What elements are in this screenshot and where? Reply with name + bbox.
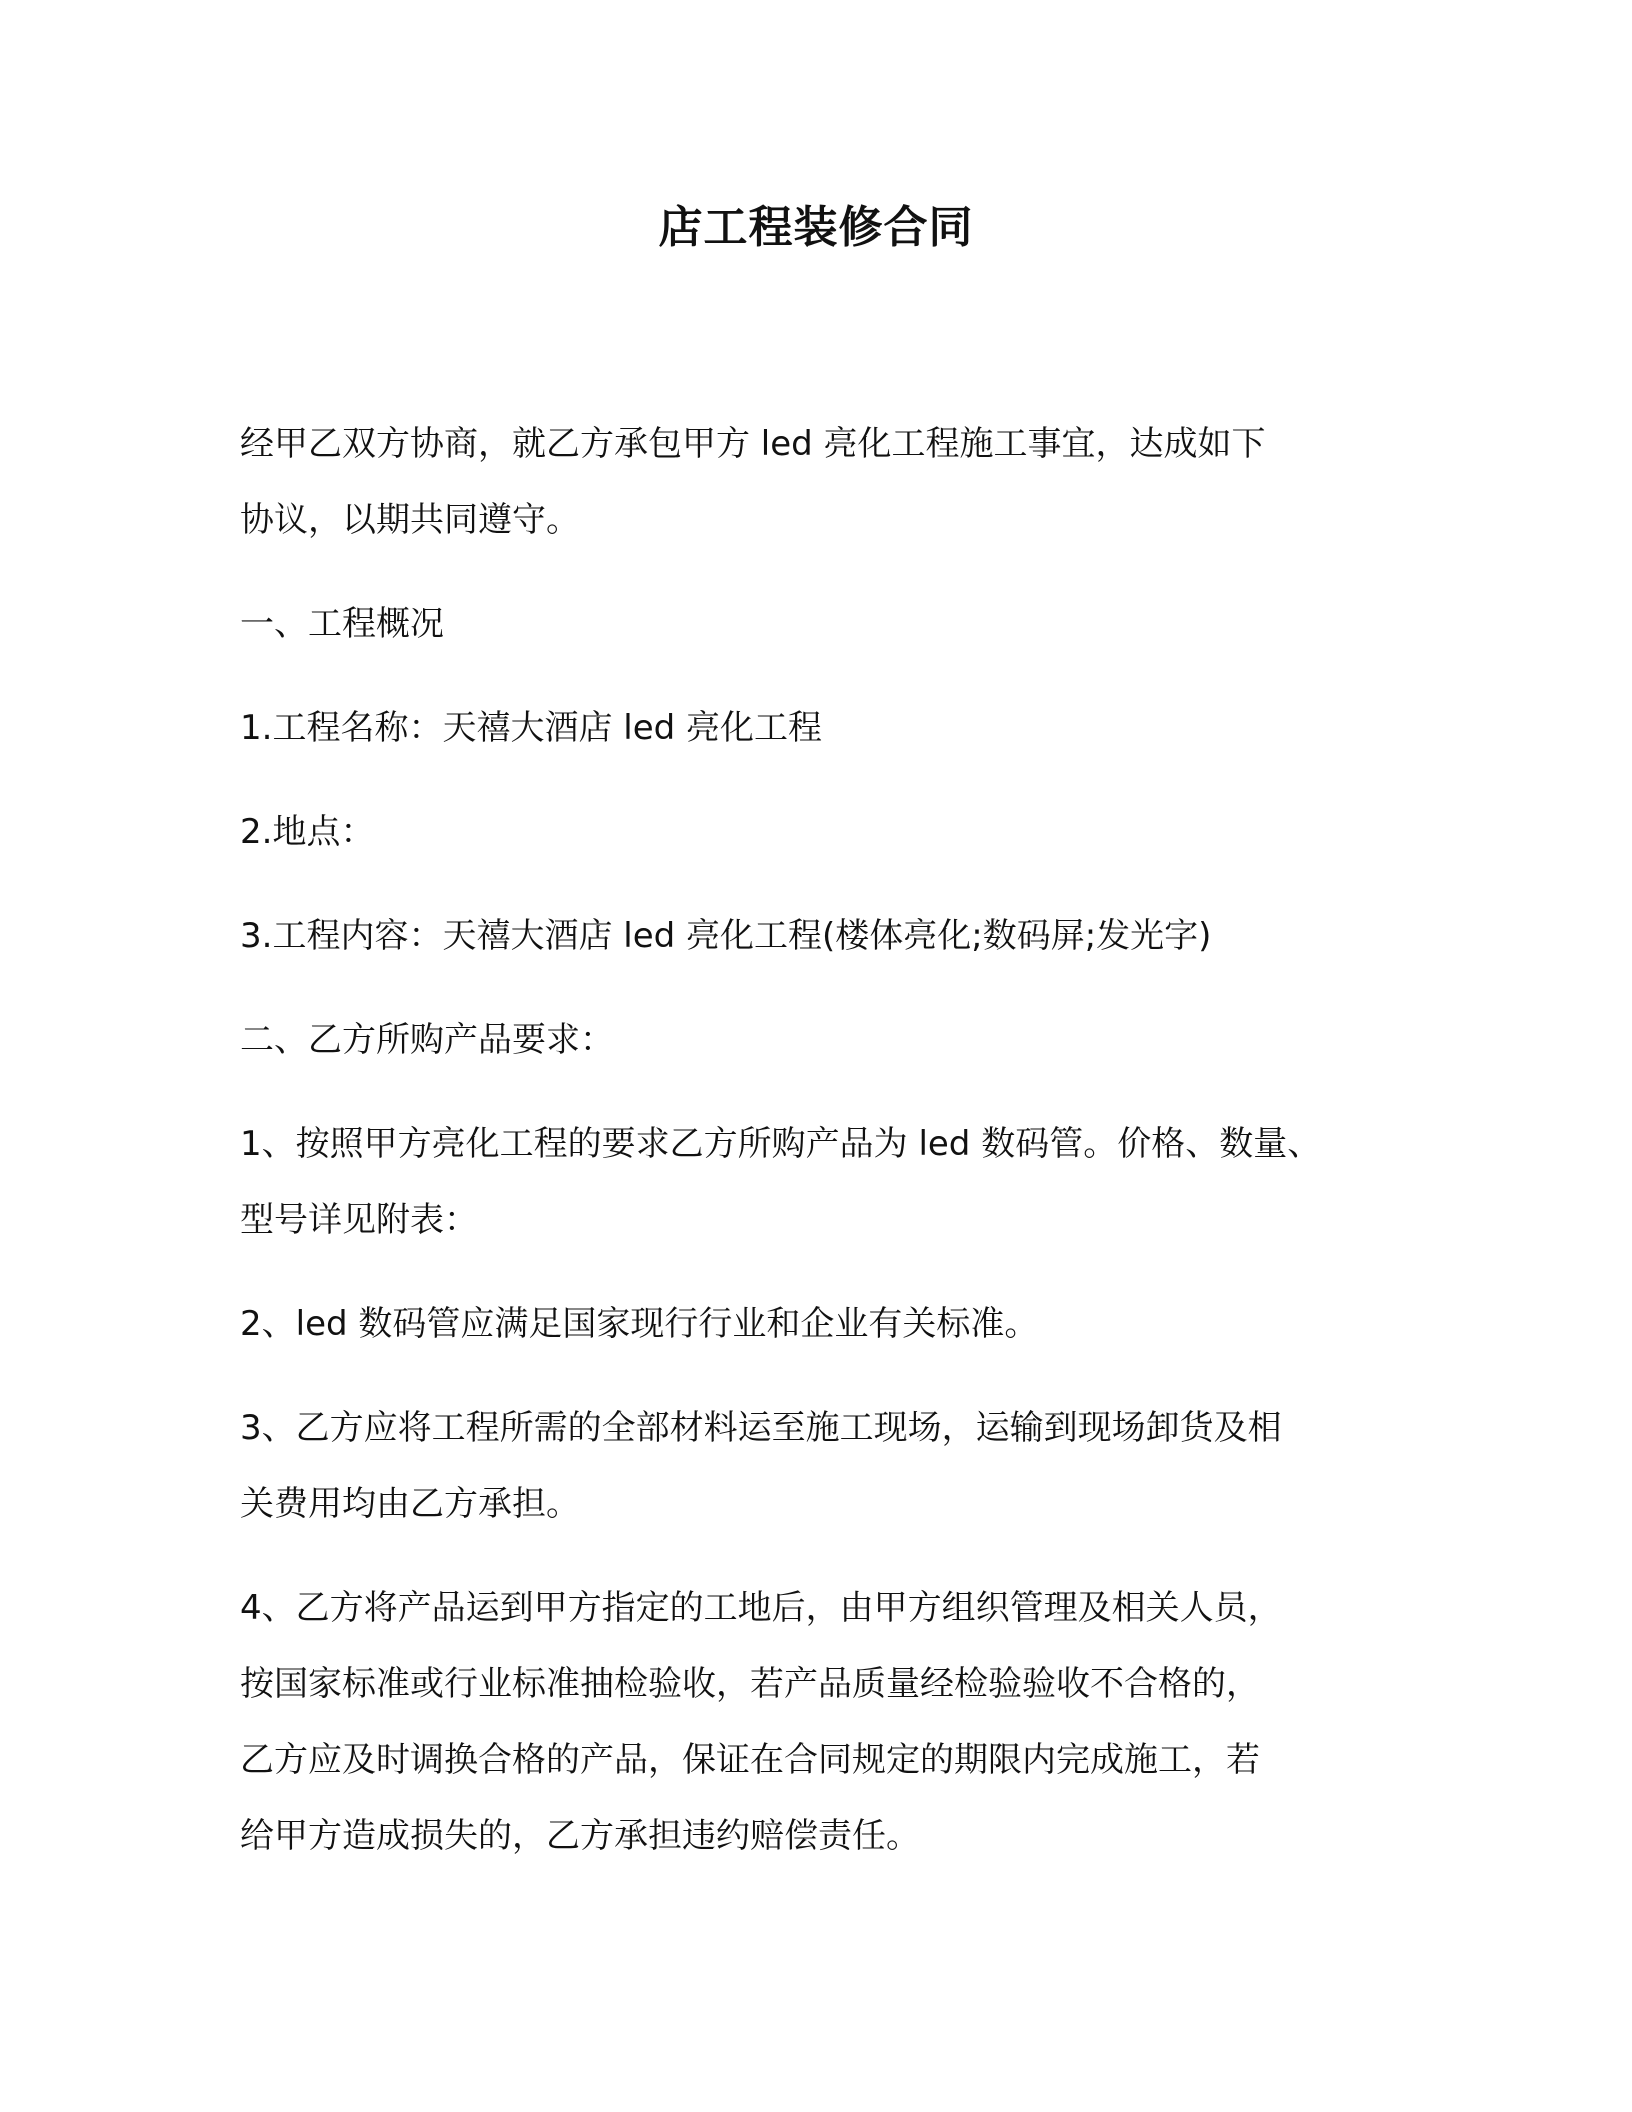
clause-3-line-1: 3、乙方应将工程所需的全部材料运至施工现场，运输到现场卸货及相: [240, 1408, 1282, 1448]
section-heading-1: 一、工程概况: [240, 604, 444, 644]
section-heading-2: 二、乙方所购产品要求：: [240, 1020, 614, 1060]
clause-project-name: 1.工程名称：天禧大酒店 led 亮化工程: [240, 708, 822, 748]
clause-3-line-2: 关费用均由乙方承担。: [240, 1484, 580, 1524]
clause-4-line-4: 给甲方造成损失的，乙方承担违约赔偿责任。: [240, 1816, 920, 1856]
intro-line-1: 经甲乙双方协商，就乙方承包甲方 led 亮化工程施工事宜，达成如下: [240, 424, 1266, 464]
clause-4-line-1: 4、乙方将产品运到甲方指定的工地后，由甲方组织管理及相关人员，: [240, 1588, 1282, 1628]
clause-2: 2、led 数码管应满足国家现行行业和企业有关标准。: [240, 1304, 1039, 1344]
clause-4-line-3: 乙方应及时调换合格的产品，保证在合同规定的期限内完成施工，若: [240, 1740, 1260, 1780]
clause-project-content: 3.工程内容：天禧大酒店 led 亮化工程(楼体亮化;数码屏;发光字): [240, 916, 1212, 956]
clause-1-line-1: 1、按照甲方亮化工程的要求乙方所购产品为 led 数码管。价格、数量、: [240, 1124, 1322, 1164]
contract-title: 店工程装修合同: [658, 202, 974, 253]
clause-4-line-2: 按国家标准或行业标准抽检验收，若产品质量经检验验收不合格的，: [240, 1664, 1260, 1704]
intro-line-2: 协议，以期共同遵守。: [240, 500, 580, 540]
clause-location: 2.地点：: [240, 812, 375, 852]
clause-1-line-2: 型号详见附表：: [240, 1200, 478, 1240]
